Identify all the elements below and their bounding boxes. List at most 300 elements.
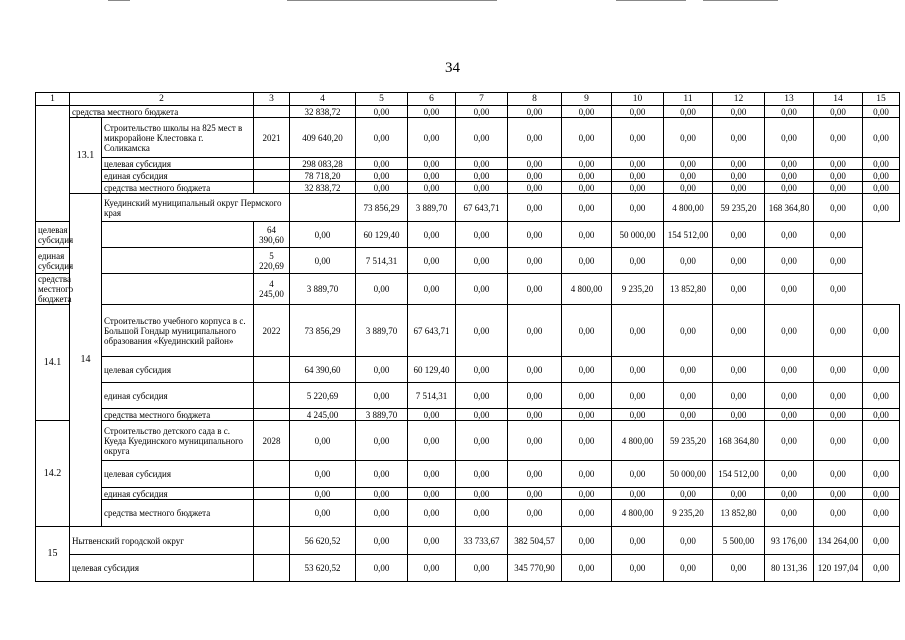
value-cell: 0,00 (713, 305, 765, 357)
value-cell: 0,00 (562, 222, 612, 248)
value-cell: 0,00 (356, 357, 408, 383)
value-cell: 3 889,70 (290, 274, 356, 305)
value-cell: 0,00 (456, 383, 508, 409)
value-cell: 0,00 (814, 305, 863, 357)
value-cell: 0,00 (713, 158, 765, 170)
value-cell: 32 838,72 (290, 106, 356, 118)
value-cell: 0,00 (814, 158, 863, 170)
column-header: 10 (612, 93, 664, 106)
empty-cell (254, 383, 290, 409)
value-cell: 0,00 (508, 118, 562, 158)
value-cell: 0,00 (612, 383, 664, 409)
value-cell: 33 733,67 (456, 527, 508, 555)
value-cell: 0,00 (508, 170, 562, 182)
row-number: 14 (70, 194, 102, 527)
value-cell: 0,00 (664, 158, 713, 170)
value-cell: 13 852,80 (664, 274, 713, 305)
row-label: целевая субсидия (36, 222, 102, 248)
value-cell: 0,00 (562, 527, 612, 555)
value-cell: 64 390,60 (290, 357, 356, 383)
value-cell: 0,00 (612, 182, 664, 194)
empty-cell (254, 500, 290, 527)
table-row (36, 305, 900, 357)
value-cell: 0,00 (612, 118, 664, 158)
value-cell: 0,00 (664, 527, 713, 555)
row-label: средства местного бюджета (102, 182, 254, 194)
value-cell: 0,00 (508, 461, 562, 488)
row-number: 13.1 (70, 118, 102, 194)
table-row (36, 118, 900, 158)
value-cell: 0,00 (508, 409, 562, 421)
value-cell: 73 856,29 (290, 305, 356, 357)
value-cell: 0,00 (456, 421, 508, 461)
value-cell: 0,00 (612, 461, 664, 488)
value-cell: 0,00 (408, 170, 456, 182)
value-cell: 0,00 (408, 461, 456, 488)
value-cell: 0,00 (562, 357, 612, 383)
value-cell: 0,00 (765, 182, 814, 194)
value-cell: 3 889,70 (356, 305, 408, 357)
row-label: средства местного бюджета (70, 106, 254, 118)
value-cell: 5 220,69 (290, 383, 356, 409)
value-cell: 50 000,00 (664, 461, 713, 488)
value-cell: 0,00 (562, 182, 612, 194)
column-header: 14 (814, 93, 863, 106)
value-cell: 0,00 (456, 488, 508, 500)
value-cell: 0,00 (664, 182, 713, 194)
value-cell: 0,00 (863, 488, 900, 500)
value-cell: 78 718,20 (290, 170, 356, 182)
value-cell: 0,00 (863, 305, 900, 357)
value-cell: 0,00 (863, 500, 900, 527)
value-cell: 0,00 (612, 488, 664, 500)
value-cell: 0,00 (713, 182, 765, 194)
row-label: средства местного бюджета (36, 274, 102, 305)
value-cell: 0,00 (456, 248, 508, 274)
value-cell: 0,00 (356, 527, 408, 555)
value-cell: 0,00 (863, 182, 900, 194)
column-header: 3 (254, 93, 290, 106)
value-cell: 168 364,80 (765, 194, 814, 222)
value-cell: 0,00 (408, 222, 456, 248)
value-cell: 0,00 (456, 409, 508, 421)
value-cell: 73 856,29 (356, 194, 408, 222)
value-cell: 0,00 (713, 170, 765, 182)
value-cell: 0,00 (814, 500, 863, 527)
value-cell: 0,00 (814, 118, 863, 158)
value-cell: 0,00 (814, 357, 863, 383)
value-cell: 0,00 (356, 182, 408, 194)
object-name: Куединский муниципальный округ Пермского края (102, 194, 290, 222)
empty-cell (102, 274, 254, 305)
value-cell: 7 514,31 (356, 248, 408, 274)
value-cell: 0,00 (562, 461, 612, 488)
value-cell: 4 245,00 (290, 409, 356, 421)
value-cell: 0,00 (562, 500, 612, 527)
value-cell: 0,00 (713, 106, 765, 118)
empty-cell (254, 555, 290, 582)
value-cell: 0,00 (814, 274, 863, 305)
value-cell: 9 235,20 (664, 500, 713, 527)
value-cell: 0,00 (290, 248, 356, 274)
value-cell: 0,00 (713, 248, 765, 274)
table-row (36, 222, 900, 248)
table-row (36, 461, 900, 488)
value-cell: 0,00 (408, 118, 456, 158)
empty-cell (254, 170, 290, 182)
budget-table (35, 92, 900, 582)
value-cell: 0,00 (408, 158, 456, 170)
value-cell: 0,00 (713, 488, 765, 500)
value-cell: 0,00 (408, 421, 456, 461)
value-cell: 4 245,00 (254, 274, 290, 305)
value-cell: 59 235,20 (713, 194, 765, 222)
table-row (36, 170, 900, 182)
empty-cell (254, 461, 290, 488)
value-cell: 0,00 (408, 527, 456, 555)
value-cell: 0,00 (508, 274, 562, 305)
table-row (36, 357, 900, 383)
value-cell: 60 129,40 (356, 222, 408, 248)
value-cell: 345 770,90 (508, 555, 562, 582)
value-cell: 0,00 (456, 182, 508, 194)
table-row (36, 488, 900, 500)
value-cell: 120 197,04 (814, 555, 863, 582)
value-cell: 0,00 (356, 461, 408, 488)
value-cell: 9 235,20 (612, 274, 664, 305)
value-cell: 0,00 (664, 383, 713, 409)
value-cell: 0,00 (408, 248, 456, 274)
table-row (36, 158, 900, 170)
row-number: 14.1 (36, 305, 70, 421)
value-cell: 0,00 (863, 158, 900, 170)
value-cell: 53 620,52 (290, 555, 356, 582)
value-cell: 0,00 (765, 106, 814, 118)
year-cell: 2022 (254, 305, 290, 357)
value-cell: 0,00 (508, 106, 562, 118)
value-cell: 0,00 (612, 170, 664, 182)
value-cell: 0,00 (713, 555, 765, 582)
value-cell: 0,00 (664, 118, 713, 158)
value-cell: 0,00 (612, 248, 664, 274)
value-cell: 0,00 (356, 118, 408, 158)
value-cell: 0,00 (863, 527, 900, 555)
value-cell: 0,00 (765, 461, 814, 488)
value-cell: 0,00 (765, 305, 814, 357)
value-cell: 0,00 (562, 488, 612, 500)
value-cell: 0,00 (456, 158, 508, 170)
value-cell: 0,00 (408, 274, 456, 305)
value-cell: 168 364,80 (713, 421, 765, 461)
value-cell: 0,00 (562, 194, 612, 222)
empty-cell (254, 527, 290, 555)
row-label: средства местного бюджета (102, 500, 254, 527)
column-header: 13 (765, 93, 814, 106)
value-cell: 0,00 (356, 170, 408, 182)
value-cell: 0,00 (356, 421, 408, 461)
value-cell: 0,00 (356, 555, 408, 582)
value-cell: 0,00 (765, 357, 814, 383)
value-cell: 0,00 (612, 158, 664, 170)
value-cell: 0,00 (456, 500, 508, 527)
table-row (36, 383, 900, 409)
row-label: целевая субсидия (102, 357, 254, 383)
header-row (36, 93, 900, 106)
value-cell: 0,00 (765, 158, 814, 170)
value-cell: 4 800,00 (562, 274, 612, 305)
value-cell: 0,00 (508, 222, 562, 248)
row-label: единая субсидия (36, 248, 102, 274)
value-cell: 0,00 (664, 106, 713, 118)
value-cell: 0,00 (408, 488, 456, 500)
value-cell: 0,00 (765, 488, 814, 500)
row-label: целевая субсидия (102, 158, 254, 170)
value-cell: 0,00 (508, 500, 562, 527)
value-cell: 0,00 (814, 383, 863, 409)
value-cell: 0,00 (863, 461, 900, 488)
row-number: 14.2 (36, 421, 70, 527)
column-header: 9 (562, 93, 612, 106)
row-label: единая субсидия (102, 383, 254, 409)
object-name: Строительство школы на 825 мест в микрорайоне Клестовка г. Соликамска (102, 118, 254, 158)
value-cell: 154 512,00 (664, 222, 713, 248)
object-name: Строительство учебного корпуса в с. Большой Гондыр муниципального образования «Куединский район» (102, 305, 254, 357)
value-cell: 0,00 (612, 409, 664, 421)
value-cell: 0,00 (562, 170, 612, 182)
value-cell: 0,00 (664, 305, 713, 357)
object-name: Нытвенский городской округ (70, 527, 254, 555)
column-header: 7 (456, 93, 508, 106)
value-cell: 0,00 (562, 421, 612, 461)
value-cell: 0,00 (713, 383, 765, 409)
value-cell: 0,00 (562, 158, 612, 170)
value-cell: 67 643,71 (408, 305, 456, 357)
table-row (36, 500, 900, 527)
value-cell: 0,00 (863, 409, 900, 421)
empty-cell (254, 357, 290, 383)
value-cell: 0,00 (408, 409, 456, 421)
empty-cell (36, 106, 70, 222)
value-cell: 0,00 (612, 194, 664, 222)
value-cell: 13 852,80 (713, 500, 765, 527)
row-number: 15 (36, 527, 70, 582)
value-cell: 0,00 (765, 222, 814, 248)
value-cell: 3 889,70 (408, 194, 456, 222)
value-cell: 0,00 (814, 106, 863, 118)
value-cell: 0,00 (814, 488, 863, 500)
column-header: 4 (290, 93, 356, 106)
value-cell: 0,00 (814, 248, 863, 274)
value-cell: 0,00 (713, 274, 765, 305)
value-cell: 3 889,70 (356, 409, 408, 421)
column-header: 8 (508, 93, 562, 106)
value-cell: 0,00 (713, 222, 765, 248)
value-cell: 4 800,00 (612, 421, 664, 461)
value-cell: 0,00 (508, 357, 562, 383)
empty-cell (102, 222, 254, 248)
value-cell: 0,00 (664, 170, 713, 182)
value-cell: 134 264,00 (814, 527, 863, 555)
value-cell: 0,00 (814, 409, 863, 421)
value-cell: 0,00 (290, 500, 356, 527)
value-cell: 0,00 (290, 488, 356, 500)
page-number: 34 (445, 60, 460, 76)
table-row (36, 194, 900, 222)
value-cell: 0,00 (664, 555, 713, 582)
value-cell: 0,00 (456, 222, 508, 248)
value-cell: 0,00 (356, 488, 408, 500)
value-cell: 0,00 (508, 248, 562, 274)
value-cell: 0,00 (408, 555, 456, 582)
value-cell: 0,00 (863, 106, 900, 118)
value-cell: 0,00 (456, 106, 508, 118)
empty-cell (254, 182, 290, 194)
value-cell: 0,00 (356, 274, 408, 305)
value-cell: 5 220,69 (254, 248, 290, 274)
value-cell: 0,00 (713, 357, 765, 383)
value-cell: 0,00 (456, 461, 508, 488)
value-cell: 0,00 (863, 357, 900, 383)
value-cell: 0,00 (290, 222, 356, 248)
value-cell: 0,00 (408, 106, 456, 118)
empty-cell (254, 106, 290, 118)
value-cell: 0,00 (612, 357, 664, 383)
column-header: 6 (408, 93, 456, 106)
value-cell: 0,00 (456, 118, 508, 158)
value-cell: 7 514,31 (408, 383, 456, 409)
value-cell: 4 800,00 (612, 500, 664, 527)
value-cell: 0,00 (356, 106, 408, 118)
value-cell: 0,00 (508, 305, 562, 357)
value-cell: 0,00 (863, 118, 900, 158)
row-label: целевая субсидия (102, 461, 254, 488)
empty-cell (102, 248, 254, 274)
row-label: целевая субсидия (70, 555, 254, 582)
value-cell: 0,00 (408, 182, 456, 194)
previous-page-edge (0, 0, 905, 2)
year-cell: 2028 (254, 421, 290, 461)
table-row (36, 248, 900, 274)
table-row (36, 182, 900, 194)
value-cell: 0,00 (562, 409, 612, 421)
value-cell: 0,00 (863, 194, 900, 222)
table-row (36, 106, 900, 118)
value-cell: 0,00 (814, 170, 863, 182)
value-cell: 50 000,00 (612, 222, 664, 248)
value-cell: 0,00 (456, 305, 508, 357)
column-header: 12 (713, 93, 765, 106)
value-cell: 0,00 (612, 527, 664, 555)
value-cell: 56 620,52 (290, 527, 356, 555)
value-cell: 382 504,57 (508, 527, 562, 555)
table-row (36, 527, 900, 555)
object-name: Строительство детского сада в с. Куеда Куединского муниципального округа (102, 421, 254, 461)
table-row (36, 274, 900, 305)
value-cell: 0,00 (664, 409, 713, 421)
value-cell: 0,00 (290, 461, 356, 488)
value-cell: 0,00 (562, 383, 612, 409)
value-cell: 0,00 (562, 106, 612, 118)
value-cell: 0,00 (562, 248, 612, 274)
value-cell: 298 083,28 (290, 158, 356, 170)
empty-cell (254, 158, 290, 170)
value-cell: 0,00 (765, 409, 814, 421)
column-header: 5 (356, 93, 408, 106)
value-cell: 0,00 (863, 421, 900, 461)
table-row (36, 421, 900, 461)
value-cell: 5 500,00 (713, 527, 765, 555)
value-cell: 0,00 (562, 555, 612, 582)
column-header: 11 (664, 93, 713, 106)
value-cell: 409 640,20 (290, 118, 356, 158)
empty-cell (254, 488, 290, 500)
value-cell: 0,00 (508, 383, 562, 409)
value-cell: 0,00 (508, 488, 562, 500)
value-cell: 0,00 (508, 158, 562, 170)
value-cell: 0,00 (814, 194, 863, 222)
value-cell: 0,00 (664, 488, 713, 500)
row-label: единая субсидия (102, 488, 254, 500)
value-cell: 0,00 (765, 274, 814, 305)
value-cell: 154 512,00 (713, 461, 765, 488)
value-cell: 0,00 (863, 383, 900, 409)
year-cell: 2021 (254, 118, 290, 158)
value-cell: 0,00 (863, 555, 900, 582)
value-cell: 4 800,00 (664, 194, 713, 222)
column-header: 2 (70, 93, 254, 106)
value-cell: 0,00 (408, 500, 456, 527)
value-cell: 0,00 (508, 194, 562, 222)
value-cell: 0,00 (456, 555, 508, 582)
value-cell: 0,00 (456, 170, 508, 182)
value-cell: 0,00 (765, 421, 814, 461)
value-cell: 0,00 (814, 222, 863, 248)
value-cell: 0,00 (713, 409, 765, 421)
value-cell: 93 176,00 (765, 527, 814, 555)
value-cell: 0,00 (814, 182, 863, 194)
value-cell: 0,00 (814, 421, 863, 461)
column-header: 1 (36, 93, 70, 106)
value-cell: 0,00 (664, 248, 713, 274)
value-cell: 0,00 (356, 383, 408, 409)
row-label: средства местного бюджета (102, 409, 254, 421)
value-cell: 0,00 (562, 305, 612, 357)
column-header: 15 (863, 93, 900, 106)
value-cell: 0,00 (814, 461, 863, 488)
value-cell: 0,00 (456, 357, 508, 383)
value-cell: 0,00 (508, 182, 562, 194)
value-cell: 0,00 (562, 118, 612, 158)
value-cell: 0,00 (612, 555, 664, 582)
value-cell: 0,00 (765, 383, 814, 409)
value-cell: 0,00 (664, 357, 713, 383)
value-cell: 60 129,40 (408, 357, 456, 383)
empty-cell (254, 409, 290, 421)
value-cell: 0,00 (713, 118, 765, 158)
value-cell: 0,00 (612, 106, 664, 118)
value-cell: 32 838,72 (290, 182, 356, 194)
empty-cell (290, 194, 356, 222)
value-cell: 80 131,36 (765, 555, 814, 582)
value-cell: 0,00 (612, 305, 664, 357)
value-cell: 0,00 (765, 500, 814, 527)
value-cell: 59 235,20 (664, 421, 713, 461)
table-row (36, 555, 900, 582)
value-cell: 0,00 (356, 158, 408, 170)
value-cell: 0,00 (863, 170, 900, 182)
value-cell: 64 390,60 (254, 222, 290, 248)
value-cell: 67 643,71 (456, 194, 508, 222)
